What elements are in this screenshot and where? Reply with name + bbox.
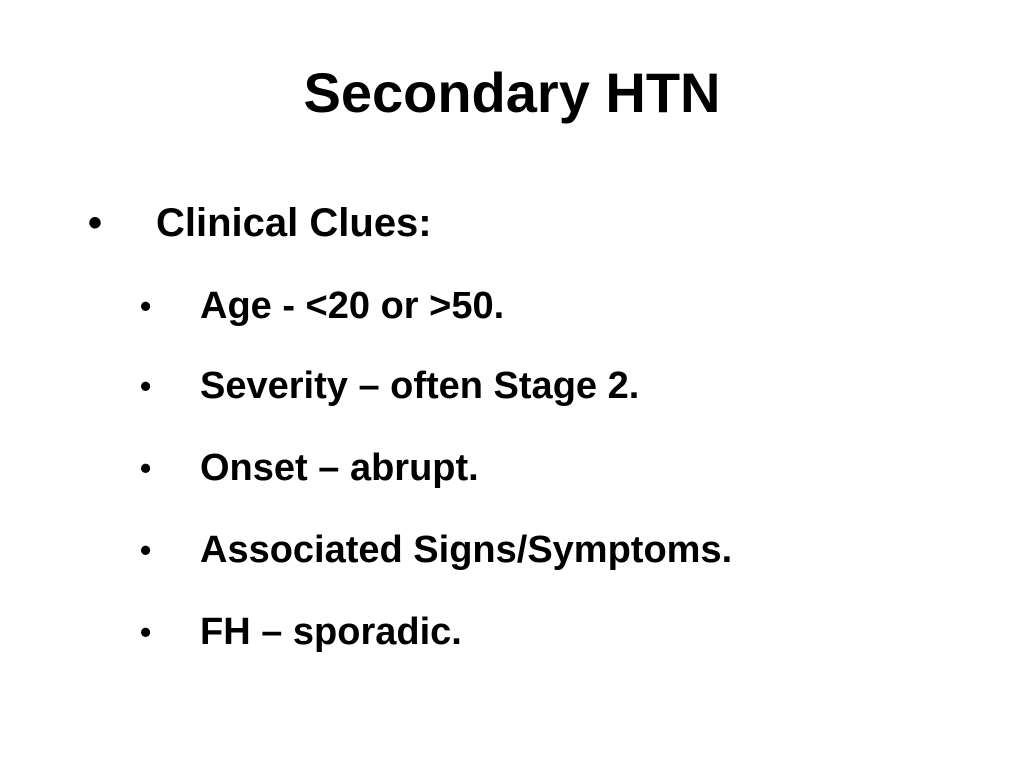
sub-bullet-text: Age - <20 or >50.: [200, 285, 505, 327]
bullet-icon: •: [140, 532, 152, 568]
bullet-icon: •: [140, 368, 152, 404]
sub-bullet-text: Associated Signs/Symptoms.: [200, 529, 733, 571]
bullet-icon: •: [140, 614, 152, 650]
bullet-icon: •: [140, 288, 152, 324]
slide-title: Secondary HTN: [303, 61, 721, 124]
bullet-icon: •: [88, 201, 103, 245]
main-bullet-text: Clinical Clues:: [156, 201, 432, 245]
sub-bullet-text: FH – sporadic.: [200, 611, 462, 653]
bullet-icon: •: [140, 450, 152, 486]
sub-bullet-text: Onset – abrupt.: [200, 447, 479, 489]
sub-bullet-text: Severity – often Stage 2.: [200, 365, 640, 407]
